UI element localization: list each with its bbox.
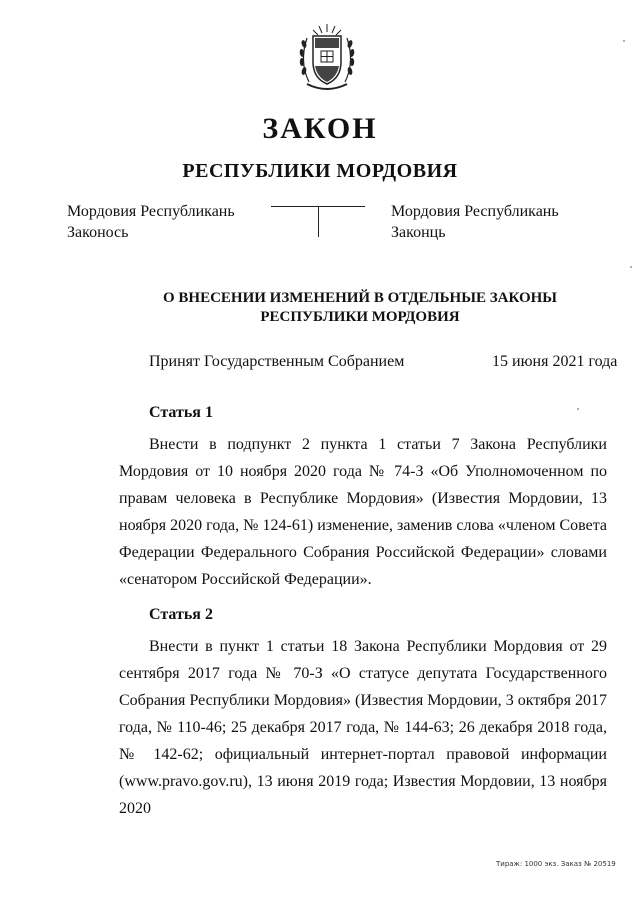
article-2-text: Внести в пункт 1 статьи 18 Закона Республики Мордовия от 29 сентября 2017 года № 70-З «О статусе депутата Государственного Собрания Республики Мордовия» (Известия Мордовии, 3 октября 2017 года, № 110-46; 25 декабря 2017 года, № 144-63; 26 декабря 2018 года, № 142-62; официальный интернет-портал правовой информации (www.pravo.gov.ru), 13 июня 2019 года; Известия Мордовии, 13 ноября 2020 [119,638,607,817]
law-title-line: РЕСПУБЛИКИ МОРДОВИЯ [260,309,460,325]
article-1-text: Внести в подпункт 2 пункта 1 статьи 7 Закона Республики Мордовия от 10 ноября 2020 года № 74-З «Об Уполномоченном по правам человека в Республике Мордовия» (Известия Мордовии, 13 ноября 2020 года, № 124-61) изменение, заменив слова «членом Совета Федерации Федерального Собрания Российской Федерации» словами «сенатором Российской Федерации». [119,436,607,588]
adopted-date: 15 июня 2021 года [492,353,618,370]
scan-speck [630,266,632,268]
law-title-line: О ВНЕСЕНИИ ИЗМЕНЕНИЙ В ОТДЕЛЬНЫЕ ЗАКОНЫ [162,290,558,306]
scan-speck [577,408,579,410]
adopted-by: Принят Государственным Собранием [149,353,405,370]
article-1-heading: Статья 1 [149,404,213,421]
law-title [140,289,580,327]
article-2-heading: Статья 2 [149,606,213,623]
scan-speck [623,40,625,42]
header-right-line: Мордовия Республикань [391,203,559,220]
print-run-note: Тираж: 1000 экз. Заказ № 20519 [496,860,616,868]
header-right-line: Законць [391,224,446,241]
header-divider-vertical [318,206,319,237]
header-left-line: Законось [67,224,129,241]
header-right-block [391,201,559,243]
header-left-block [67,201,235,243]
mordovia-coat-of-arms-icon [295,22,359,94]
document-title: ЗАКОН [262,112,378,145]
document-subtitle: РЕСПУБЛИКИ МОРДОВИЯ [182,160,458,182]
header-left-line: Мордовия Республикань [67,203,235,220]
